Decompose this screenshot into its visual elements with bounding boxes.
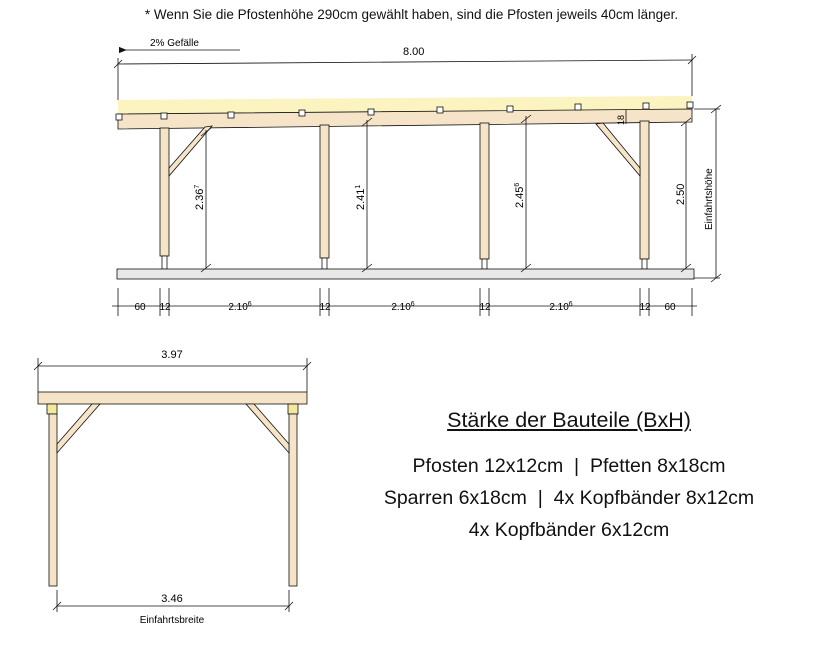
legend-line-2: Sparren 6x18cm | 4x Kopfbänder 8x12cm — [383, 487, 755, 509]
front-view — [34, 358, 311, 612]
clearance-label-1: 2.36$^7$ — [194, 184, 206, 210]
front-width-label: 3.97 — [161, 349, 183, 361]
component-legend — [355, 408, 783, 551]
entry-height-label: Einfahrtshöhe — [704, 168, 715, 230]
legend-heading: Stärke der Bauteile (BxH) — [447, 408, 691, 432]
entry-width-label: 3.46 — [161, 593, 183, 605]
front-purlin-left — [47, 404, 57, 414]
dim-label-post-4: 12 — [639, 302, 651, 313]
entry-width-caption: Einfahrtsbreite — [139, 615, 205, 626]
post-height-label: 2.50 — [675, 183, 687, 205]
dim-label-overhang-left: 60 — [134, 302, 146, 313]
dim-label-post-2: 12 — [319, 302, 331, 313]
dim-label-post-3: 12 — [479, 302, 491, 313]
clearance-label-2: 2.41$^1$ — [355, 184, 367, 210]
front-roof — [38, 392, 307, 404]
front-post-left — [49, 414, 57, 586]
ground-slab — [117, 269, 694, 279]
legend-line-3: 4x Kopfbänder 6x12cm — [468, 519, 670, 541]
slope-label: 2% Gefälle — [150, 38, 199, 49]
post-anchors — [162, 256, 647, 269]
dim-label-span-3: 2.10$^6$ — [549, 301, 573, 313]
total-length-label: 8.00 — [403, 46, 425, 58]
rafter-label: 18 — [616, 114, 626, 125]
dim-label-post-1: 12 — [159, 302, 171, 313]
front-post-right — [289, 414, 297, 586]
dim-label-span-1: 2.10$^6$ — [228, 301, 252, 313]
clearance-label-3: 2.45$^6$ — [514, 182, 526, 208]
head-brace-right — [596, 123, 640, 176]
height-note: * Wenn Sie die Pfostenhöhe 290cm gewählt haben, sind die Pfosten jeweils 40cm länger. — [144, 7, 679, 22]
posts — [160, 121, 649, 259]
dim-label-overhang-right: 60 — [664, 302, 676, 313]
front-purlin-right — [288, 404, 298, 414]
legend-line-1: Pfosten 12x12cm | Pfetten 8x18cm — [412, 455, 726, 477]
dim-label-span-2: 2.10$^6$ — [391, 301, 415, 313]
side-view — [112, 50, 721, 316]
head-brace-left — [169, 126, 212, 176]
front-brace-left — [57, 404, 100, 453]
front-brace-right — [246, 404, 289, 453]
